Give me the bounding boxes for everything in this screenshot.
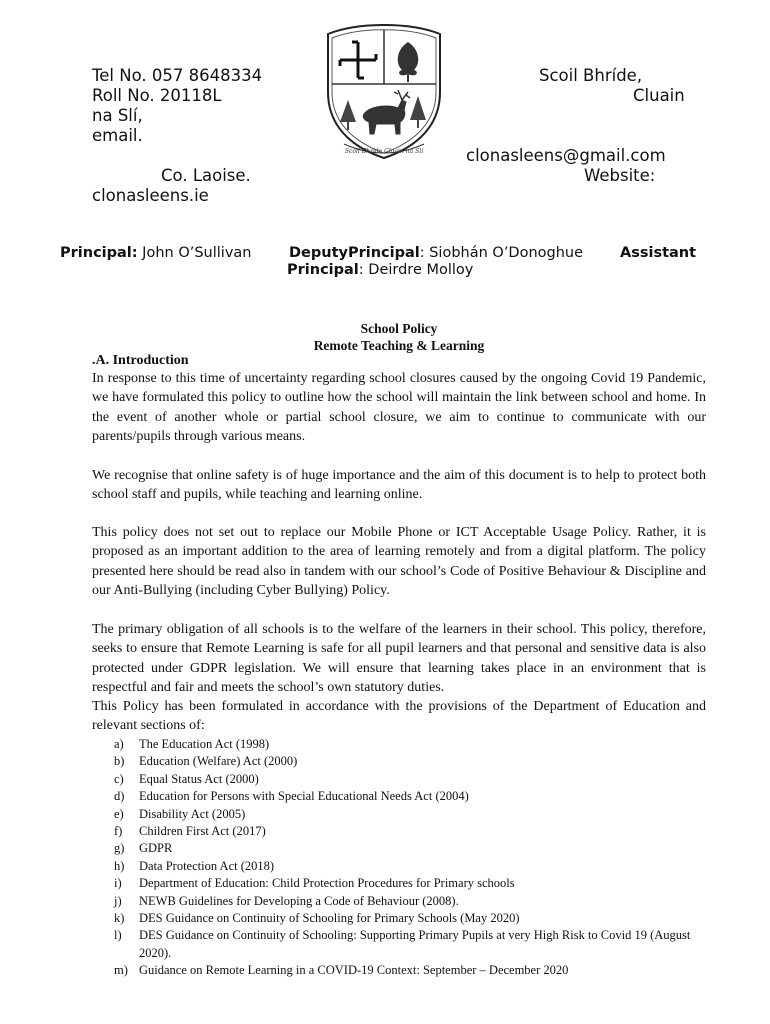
list-item-text: Data Protection Act (2018) [139,858,275,873]
document-subtitle: Remote Teaching & Learning [313,338,485,353]
legislation-item [114,753,710,770]
letterhead-county: Co. Laoise. [161,166,251,185]
list-item-text: Children First Act (2017) [139,824,266,839]
legislation-item [114,927,710,962]
crest-motto: Scoil Bhríde Cluain na Slí [344,148,424,155]
legislation-item [114,823,710,840]
paragraph-primary-obligation: The primary obligation of all schools is to the welfare of the learners in their school. This policy, therefore, seeks to ensure that Remote Learning is safe for all pupil learners and that personal and sensitive data is also protected under GDPR legislation. We will ensure that learning takes place in an environment that is respectful and fair and meets the school’s own statutory duties. [92,622,706,695]
list-item-letter: h) [114,858,125,873]
legislation-item [114,910,710,927]
letterhead-school-name: Scoil Bhríde, [539,66,643,85]
section-heading-introduction: .A. Introduction [92,353,189,368]
legislation-item [114,806,710,823]
deputy-principal-name: : Siobhán O’Donoghue [419,245,584,261]
list-item-letter: i) [114,876,122,891]
school-crest-logo [318,22,450,162]
legislation-item [114,893,710,910]
letterhead-email-label: email. [92,126,143,145]
list-item-letter: c) [114,771,124,786]
list-item-text: Education for Persons with Special Educational Needs Act (2004) [139,789,469,804]
list-item-text: Department of Education: Child Protection Procedures for Primary schools [139,876,515,891]
list-item-text: Equal Status Act (2000) [139,771,259,786]
list-item-text: Disability Act (2005) [139,806,246,821]
letterhead-address-line: na Slí, [92,106,143,125]
list-item-letter: e) [114,806,124,821]
assistant-principal-name: : Deirdre Molloy [358,262,474,278]
paragraph-online-safety: We recognise that online safety is of huge importance and the aim of this document is to help to protect both school staff and pupils, while teaching and learning online. [92,468,706,503]
list-item-letter: f) [114,824,123,839]
letterhead-roll-no: Roll No. 20118L [92,86,222,105]
list-item-letter: k) [114,911,125,926]
principal-label: Principal: [60,245,138,261]
list-item-text: Guidance on Remote Learning in a COVID-19 Context: September – December 2020 [139,963,569,978]
list-item-letter: l) [114,928,122,943]
list-item-letter: m) [114,963,128,978]
legislation-item [114,875,710,892]
letterhead-email-address[interactable]: clonasleens@gmail.com [466,146,666,165]
legislation-item [114,962,710,979]
deputy-principal-label: DeputyPrincipal [289,245,420,261]
paragraph-introduction: In response to this time of uncertainty regarding school closures caused by the ongoing Covid 19 Pandemic, we have formulated this policy to outline how the school will maintain the link between school and home. In the event of another whole or partial school closure, we aim to continue to communicate with our parents/pupils through various means. [92,371,706,444]
letterhead-website-url[interactable]: clonasleens.ie [92,186,209,205]
list-item-letter: g) [114,841,125,856]
list-item-letter: a) [114,737,124,751]
principal-line [60,245,251,262]
list-item-text: NEWB Guidelines for Developing a Code of Behaviour (2008). [139,893,459,908]
document-title: School Policy [360,321,438,336]
assistant-principal-line [287,262,473,279]
list-item-letter: d) [114,789,125,804]
legislation-item [114,771,710,788]
letterhead-town: Cluain [633,86,685,105]
legislation-item [114,788,710,805]
list-item-text: DES Guidance on Continuity of Schooling for Primary Schools (May 2020) [139,911,520,926]
paragraph-formulation: This Policy has been formulated in accordance with the provisions of the Department of Education and relevant sections of: [92,699,706,734]
legislation-item [114,858,710,875]
letterhead-tel: Tel No. 057 8648334 [92,66,263,85]
letterhead-website-label: Website: [584,166,656,185]
list-item-text: Education (Welfare) Act (2000) [139,754,298,769]
legislation-item [114,736,710,753]
list-item-letter: b) [114,754,125,769]
legislation-list [114,736,710,980]
paragraph-policy-scope: This policy does not set out to replace our Mobile Phone or ICT Acceptable Usage Policy. Rather, it is proposed as an important addition to the area of learning remotely and from a digital platform. The policy presented here should be read also in tandem with our school’s Code of Positive Behaviour & Discipline and our Anti-Bullying (including Cyber Bullying) Policy. [92,525,706,598]
legislation-item [114,840,710,857]
list-item-text: The Education Act (1998) [139,737,270,751]
list-item-text: DES Guidance on Continuity of Schooling: Supporting Primary Pupils at very High Risk to Covid 19 (August 2020). [139,928,691,960]
list-item-letter: j) [114,893,122,908]
deputy-principal-line [289,245,583,262]
list-item-text: GDPR [139,841,173,856]
assistant-principal-label-1: Assistant [620,245,697,261]
principal-name: John O’Sullivan [137,245,252,261]
assistant-principal-label-2: Principal [287,262,359,278]
